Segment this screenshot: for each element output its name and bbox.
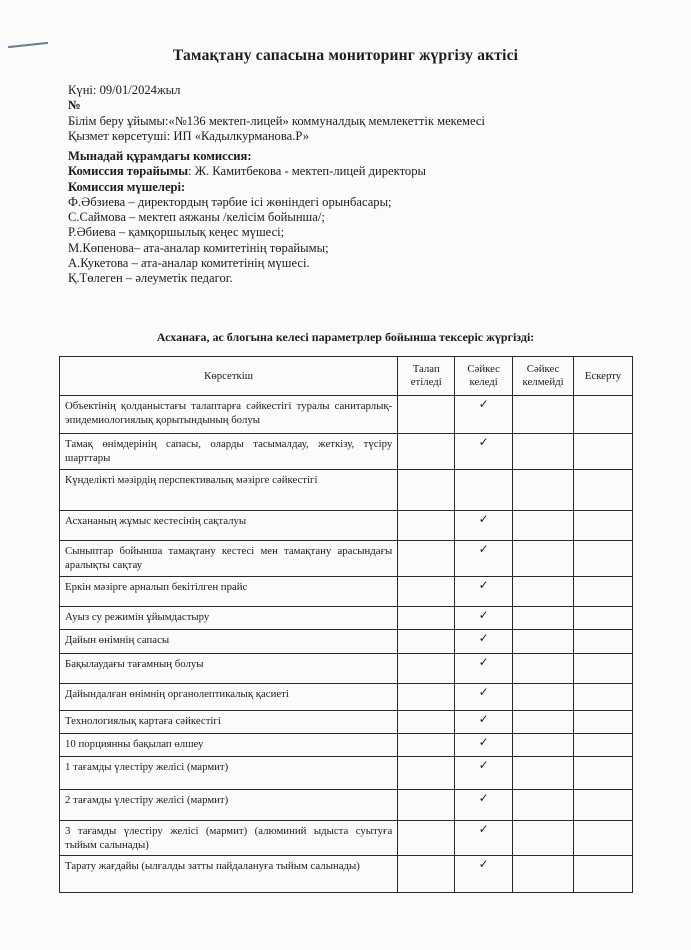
noncompliant-cell	[513, 790, 574, 821]
table-row	[60, 654, 633, 684]
indicator-cell: Еркін мәзірге арналып бекітілген прайс	[60, 577, 398, 607]
table-row	[60, 434, 633, 470]
inspection-table	[59, 356, 633, 893]
commission-heading: Мынадай құрамдағы комиссия:	[68, 149, 252, 163]
table-row	[60, 711, 633, 734]
note-cell	[574, 734, 633, 757]
indicator-cell: Бақылаудағы тағамның болуы	[60, 654, 398, 684]
required-cell	[398, 396, 455, 434]
noncompliant-cell	[513, 541, 574, 577]
compliant-cell	[455, 711, 513, 734]
header-info	[68, 83, 485, 144]
noncompliant-cell	[513, 630, 574, 654]
col-header-required: Талап етіледі	[398, 357, 455, 396]
noncompliant-cell	[513, 607, 574, 630]
required-cell	[398, 757, 455, 790]
note-cell	[574, 511, 633, 541]
commission-chair-line	[68, 164, 426, 179]
note-cell	[574, 577, 633, 607]
commission-member: М.Көпенова– ата-аналар комитетінің төрайымы;	[68, 240, 329, 255]
note-cell	[574, 711, 633, 734]
check-mark-icon: ✓	[478, 435, 489, 449]
compliant-cell	[455, 821, 513, 856]
compliant-cell	[455, 630, 513, 654]
col-header-indicator: Көрсеткіш	[60, 357, 398, 396]
members-list	[68, 195, 426, 287]
table-row	[60, 541, 633, 577]
noncompliant-cell	[513, 757, 574, 790]
table-row	[60, 790, 633, 821]
chair-label: Комиссия төрайымы	[68, 164, 189, 179]
noncompliant-cell	[513, 821, 574, 856]
table-header-row	[60, 357, 633, 396]
indicator-cell: Күнделікті мәзірдің перспективалық мәзірге сәйкестігі	[60, 470, 398, 511]
col-header-compliant: Сәйкес келеді	[455, 357, 513, 396]
compliant-cell	[455, 790, 513, 821]
commission-member: А.Кукетова – ата-аналар комитетінің мүшесі.	[68, 256, 310, 271]
check-mark-icon: ✓	[478, 791, 489, 805]
check-mark-icon: ✓	[478, 578, 489, 592]
table-row	[60, 396, 633, 434]
noncompliant-cell	[513, 856, 574, 893]
indicator-cell: Тамақ өнімдерінің сапасы, оларды тасымалдау, жеткізу, түсіру шарттары	[60, 434, 398, 470]
check-mark-icon: ✓	[478, 542, 489, 556]
check-mark-icon: ✓	[478, 822, 489, 836]
compliant-cell	[455, 577, 513, 607]
check-mark-icon: ✓	[478, 735, 489, 749]
required-cell	[398, 630, 455, 654]
chair-value: : Ж. Камитбекова - мектеп-лицей директоры	[188, 164, 426, 179]
note-cell	[574, 856, 633, 893]
note-cell	[574, 630, 633, 654]
commission-block	[68, 149, 426, 287]
institution-line: Білім беру ұйымы:«№136 мектеп-лицей» коммуналдық мемлекеттік мекемесі	[68, 113, 486, 128]
indicator-cell: Дайын өнімнің сапасы	[60, 630, 398, 654]
table-row	[60, 734, 633, 757]
required-cell	[398, 577, 455, 607]
indicator-cell: Дайындалған өнімнің органолептикалық қасиеті	[60, 684, 398, 711]
table-row	[60, 821, 633, 856]
note-cell	[574, 470, 633, 511]
table-row	[60, 757, 633, 790]
table-row	[60, 856, 633, 893]
indicator-cell: 2 тағамды үлестіру желісі (мармит)	[60, 790, 398, 821]
note-cell	[574, 757, 633, 790]
page-title: Тамақтану сапасына мониторинг жүргізу актісі	[172, 47, 519, 64]
noncompliant-cell	[513, 434, 574, 470]
compliant-cell	[455, 734, 513, 757]
commission-member: Ф.Әбзиева – директордың тәрбие ісі жөніндегі орынбасары;	[68, 194, 392, 209]
col-header-noncompliant: Сәйкес келмейді	[513, 357, 574, 396]
compliant-cell	[455, 856, 513, 893]
required-cell	[398, 790, 455, 821]
indicator-cell: 10 порциянны бақылап өлшеу	[60, 734, 398, 757]
indicator-cell: Технологиялық картаға сәйкестігі	[60, 711, 398, 734]
number-line: №	[68, 98, 81, 113]
required-cell	[398, 734, 455, 757]
note-cell	[574, 654, 633, 684]
indicator-cell: Сыныптар бойынша тамақтану кестесі мен тамақтану арасындағы аралықты сақтау	[60, 541, 398, 577]
table-row	[60, 577, 633, 607]
indicator-cell: 1 тағамды үлестіру желісі (мармит)	[60, 757, 398, 790]
compliant-cell	[455, 470, 513, 511]
required-cell	[398, 684, 455, 711]
required-cell	[398, 511, 455, 541]
compliant-cell	[455, 511, 513, 541]
compliant-cell	[455, 434, 513, 470]
check-mark-icon: ✓	[478, 712, 489, 726]
note-cell	[574, 790, 633, 821]
provider-line: Қызмет көрсетуші: ИП «Кадылкурманова.Р»	[68, 128, 309, 143]
check-mark-icon: ✓	[478, 608, 489, 622]
table-row	[60, 470, 633, 511]
table-row	[60, 511, 633, 541]
note-cell	[574, 396, 633, 434]
note-cell	[574, 821, 633, 856]
check-mark-icon: ✓	[478, 685, 489, 699]
noncompliant-cell	[513, 654, 574, 684]
noncompliant-cell	[513, 396, 574, 434]
table-title: Асханаға, ас блогына келесі параметрлер бойынша тексеріс жүргізді:	[156, 330, 535, 344]
commission-member: Р.Әбиева – қамқоршылық кеңес мүшесі;	[68, 225, 285, 240]
noncompliant-cell	[513, 511, 574, 541]
compliant-cell	[455, 654, 513, 684]
noncompliant-cell	[513, 734, 574, 757]
check-mark-icon: ✓	[478, 857, 489, 871]
noncompliant-cell	[513, 577, 574, 607]
table-row	[60, 630, 633, 654]
indicator-cell: Тарату жағдайы (ылғалды затты пайдалануға тыйым салынады)	[60, 856, 398, 893]
required-cell	[398, 434, 455, 470]
table-row	[60, 607, 633, 630]
required-cell	[398, 607, 455, 630]
check-mark-icon: ✓	[478, 512, 489, 526]
compliant-cell	[455, 757, 513, 790]
note-cell	[574, 434, 633, 470]
members-label: Комиссия мүшелері:	[68, 179, 186, 194]
note-cell	[574, 607, 633, 630]
noncompliant-cell	[513, 470, 574, 511]
date-line: Күні: 09/01/2024жыл	[68, 83, 181, 97]
compliant-cell	[455, 607, 513, 630]
indicator-cell: 3 тағамды үлестіру желісі (мармит) (алюминий ыдыста суытуға тыйым салынады)	[60, 821, 398, 856]
check-mark-icon: ✓	[478, 655, 489, 669]
note-cell	[574, 684, 633, 711]
noncompliant-cell	[513, 711, 574, 734]
commission-member: С.Саймова – мектеп аяжаны /келісім бойынша/;	[68, 210, 325, 225]
commission-member: Қ.Төлеген – әлеуметік педагог.	[68, 271, 233, 286]
noncompliant-cell	[513, 684, 574, 711]
check-mark-icon: ✓	[478, 397, 489, 411]
required-cell	[398, 856, 455, 893]
col-header-note: Ескерту	[574, 357, 633, 396]
check-mark-icon: ✓	[478, 758, 489, 772]
note-cell	[574, 541, 633, 577]
required-cell	[398, 470, 455, 511]
required-cell	[398, 821, 455, 856]
required-cell	[398, 711, 455, 734]
indicator-cell: Ауыз су режимін ұйымдастыру	[60, 607, 398, 630]
compliant-cell	[455, 541, 513, 577]
compliant-cell	[455, 396, 513, 434]
required-cell	[398, 654, 455, 684]
indicator-cell: Асхананың жұмыс кестесінің сақталуы	[60, 511, 398, 541]
table-row	[60, 684, 633, 711]
compliant-cell	[455, 684, 513, 711]
required-cell	[398, 541, 455, 577]
indicator-cell: Объектінің қолданыстағы талаптарға сәйкестігі туралы санитарлық-эпидемиологиялық қорытындының болуы	[60, 396, 398, 434]
check-mark-icon: ✓	[478, 631, 489, 645]
